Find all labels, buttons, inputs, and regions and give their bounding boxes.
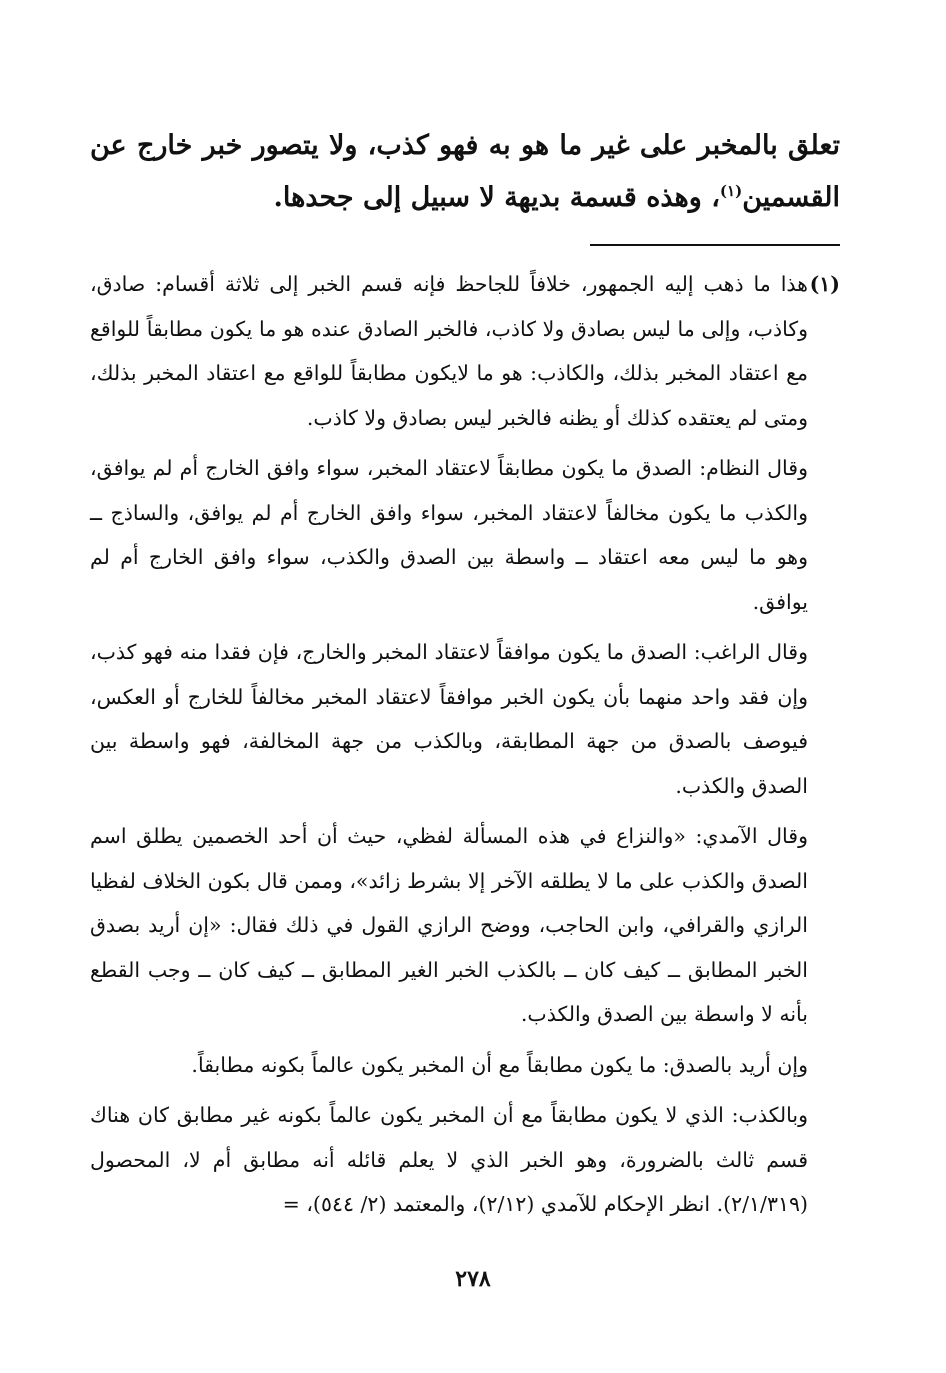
footnote-row xyxy=(90,262,840,1233)
footnote xyxy=(90,262,840,1233)
main-text-part-2: ، وهذه قسمة بديهة لا سبيل إلى جحدها. xyxy=(273,182,720,213)
footnote-paragraph-5: وإن أريد بالصدق: ما يكون مطابقاً مع أن المخبر يكون عالماً بكونه مطابقاً. xyxy=(191,1052,808,1077)
main-paragraph xyxy=(90,120,840,224)
footnote-number: (١) xyxy=(809,272,840,296)
footnote-body xyxy=(90,262,808,1233)
page-content xyxy=(90,120,840,1233)
footnote-reference[interactable]: (١) xyxy=(719,182,743,200)
footnote-paragraph-2: وقال النظام: الصدق ما يكون مطابقاً لاعتقاد المخبر، سواء وافق الخارج أم لم يوافق، والكذب ما يكون مخالفاً لاعتقاد المخبر، سواء وافق الخارج أم لم يوافق، والساذج ــ وهو ما ليس معه اعتقاد ــ واسطة بين الصدق والكذب، سواء وافق الخارج أم لم يوافق. xyxy=(90,456,808,614)
main-text-part-1: تعلق بالمخبر على غير ما هو به فهو كذب، ولا يتصور خبر خارج عن القسمين xyxy=(90,130,840,213)
page-number: ٢٧٨ xyxy=(455,1266,491,1292)
footnote-paragraph-6: وبالكذب: الذي لا يكون مطابقاً مع أن المخبر يكون عالماً بكونه غير مطابق كان هناك قسم ثالث بالضرورة، وهو الخبر الذي لا يعلم قائله أنه مطابق أم لا، المحصول (٢/١/٣١٩). انظر الإحكام للآمدي (٢/١٢)، والمعتمد (٢/ ٥٤٤)، = xyxy=(90,1103,808,1216)
footnote-paragraph-1: هذا ما ذهب إليه الجمهور، خلافاً للجاحظ فإنه قسم الخبر إلى ثلاثة أقسام: صادق، وكاذب، وإلى ما ليس بصادق ولا كاذب، فالخبر الصادق عنده هو ما يكون مطابقاً للواقع مع اعتقاد المخبر بذلك، والكاذب: هو ما لايكون مطابقاً للواقع مع اعتقاد المخبر بذلك، ومتى لم يعتقده كذلك أو يظنه فالخبر ليس بصادق ولا كاذب. xyxy=(90,272,808,430)
footnote-paragraph-4: وقال الآمدي: «والنزاع في هذه المسألة لفظي، حيث أن أحد الخصمين يطلق اسم الصدق والكذب على ما لا يطلقه الآخر إلا بشرط زائد»، وممن قال بكون الخلاف لفظيا الرازي والقرافي، وابن الحاجب، ووضح الرازي القول في ذلك فقال: «إن أريد بصدق الخبر المطابق ــ كيف كان ــ بالكذب الخبر الغير المطابق ــ كيف كان ــ وجب القطع بأنه لا واسطة بين الصدق والكذب. xyxy=(90,824,808,1026)
footnote-paragraph-3: وقال الراغب: الصدق ما يكون موافقاً لاعتقاد المخبر والخارج، فإن فقدا منه فهو كذب، وإن فقد واحد منهما بأن يكون الخبر موافقاً لاعتقاد المخبر مخالفاً للخارج أو العكس، فيوصف بالصدق من جهة المطابقة، وبالكذب من جهة المخالفة، فهو واسطة بين الصدق والكذب. xyxy=(90,640,808,798)
footnote-separator xyxy=(590,244,840,246)
